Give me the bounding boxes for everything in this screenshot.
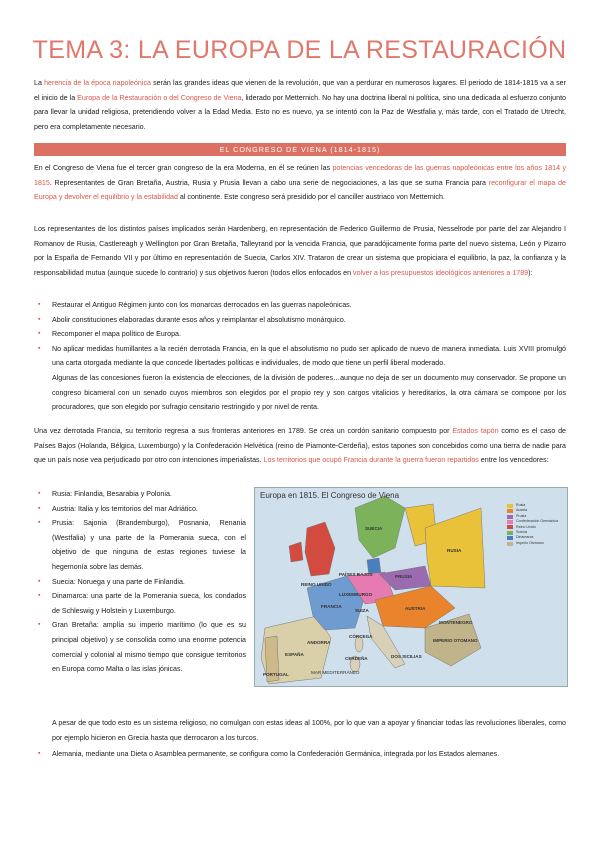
france-paragraph: Una vez derrotada Francia, su territorio regresa a sus fronteras anteriores en 1789. Se crea un cordón sanitario compuesto por Estados tapón como es el caso de Países Bajos (Holanda, Bélgica, Luxemburgo) y la Confederación Helvética (reino de Piamonte-Cerdeña), estos tapones son concebidos como una tierra de nadie para que un país nose vea perjudicado por otro con intenciones imperialistas. Los territorios que ocupó Francia durante la guerra fueron repartidos entre los vencedores: <box>34 427 566 465</box>
objectives-list <box>34 298 566 415</box>
list-item: ▪ Austria: Italia y los territorios del mar Adriático. <box>34 502 246 517</box>
highlight-text: Los territorios que ocupó Francia durante la guerra fueron repartidos <box>263 456 479 465</box>
winners-continuation: A pesar de que todo esto es un sistema religioso, no comulgan con estas ideas al 100%, por lo que van a apoyar y financiar todas las revoluciones liberales, como por ejemplo hicieron en Grecia hasta que derrocaron a los turcos. <box>52 719 566 742</box>
list-item: ▪ Dinamarca: una parte de la Pomerania sueca, los condados de Schleswig y Holstein y Luxemburgo. <box>34 589 246 618</box>
highlight-text: volver a los presupuestos ideológicos anteriores a 1789 <box>353 268 529 277</box>
map-label: ANDORRA <box>307 640 331 645</box>
list-item: ▪ Alemania, mediante una Dieta o Asamblea permanente, se configura como la Confederación Germánica, integrada por los Estados alemanes. <box>34 747 566 762</box>
highlight-text: Europa de la Restauración o del Congreso de Viena <box>77 93 242 102</box>
page-title: TEMA 3: LA EUROPA DE LA RESTAURACIÓN <box>32 36 567 64</box>
map-label: AUSTRIA <box>405 606 426 611</box>
list-item: ▪ Abolir constituciones elaboradas durante esos años y reimplantar el absolutismo monárquico. <box>34 313 566 328</box>
legend-item: Austria <box>507 508 562 513</box>
map-label: FRANCIA <box>321 604 342 609</box>
list-item-continuation: Algunas de las concesiones fueron la existencia de elecciones, de la división de poderes…aunque no deja de ser un documento muy conservador. Se propone un congreso bicameral con un senado cuyos miembros son elegidos por el propio rey y son cargos vitalicios y hereditarios, la otra cámara se compone por los procuradores, que son elegido por sufragio censitario restringido y por nivel de renta. <box>52 373 566 412</box>
map-legend <box>507 503 562 546</box>
highlight-text: reconfigurar el mapa de Europa y devolver el equilibrio y la estabilidad <box>34 178 566 202</box>
legend-item: Prusia <box>507 514 562 519</box>
map-label: MAR MEDITERRÁNEO <box>311 670 360 675</box>
map-label: SUECIA <box>365 526 383 531</box>
map-label: CERDEÑA <box>345 656 368 661</box>
map-label: LUXEMBURGO <box>339 592 373 597</box>
map-label: CÓRCEGA <box>349 634 373 639</box>
map-label: PAÍSES BAJOS <box>339 572 373 577</box>
list-item: ▪ Gran Bretaña: amplía su imperio marítimo (lo que es su principal objetivo) y se consolida como una enorme potencia comercial y colonial al mismo tiempo que consigue territorios en Europa como Malta o las islas jónicas. <box>34 618 246 676</box>
congress-paragraph: En el Congreso de Viena fue el tercer gran congreso de la era Moderna, en él se reúnen las potencias vencedoras de las guerras napoleónicas entre los años 1814 y 1815. Representantes de Gran Bretaña, Austria, Rusia y Prusia llevan a cabo una serie de negociaciones, a las que se suma Francia para reconfigurar el mapa de Europa y devolver el equilibrio y la estabilidad al continente. Este congreso será presidido por el canciller austriaco von Metternich. <box>34 164 566 202</box>
legend-item: Dinamarca <box>507 535 562 540</box>
map-label: MONTENEGRO <box>439 620 473 625</box>
highlight-text: Estados tapón <box>452 427 499 435</box>
map-label: DOS SICILIAS <box>391 654 422 659</box>
map-label: IMPERIO OTOMANO <box>433 638 478 643</box>
list-item: ▪ Suecia: Noruega y una parte de Finlandia. <box>34 575 246 590</box>
highlight-text: potencias vencedoras de las guerras napoleónicas entre los años 1814 y 1815 <box>34 164 566 187</box>
intro-paragraph: La herencia de la época napoleónica serán las grandes ideas que vienen de la revolución, que van a perdurar en numerosos lugares. El periodo de 1814-1815 va a ser el inicio de la Europa de la Restauración o del Congreso de Viena, liderado por Metternich. No hay una doctrina liberal ni política, sino una dedicada al esfuerzo conjunto para llevar la unidad religiosa, pretendiendo volver a la Edad Media. Esto no es nuevo, ya se intentó con la Paz de Westfalia y, más tarde, con el Tratado de Utrecht, pero era completamente necesario. <box>34 79 566 131</box>
map-label: PORTUGAL <box>263 672 289 677</box>
legend-item: Suecia <box>507 530 562 535</box>
legend-item: Imperio Otomano <box>507 541 562 546</box>
list-item: ▪ Recomponer el mapa político de Europa. <box>34 327 566 342</box>
section-header-band: EL CONGRESO DE VIENA (1814-1815) <box>34 143 566 156</box>
europe-1815-map <box>254 487 568 687</box>
map-label: RUSIA <box>447 548 462 553</box>
list-item: ▪ Rusia: Finlandia, Besarabia y Polonia. <box>34 487 246 502</box>
legend-item: Reino Unido <box>507 525 562 530</box>
map-label: SUIZA <box>355 608 369 613</box>
map-label: ESPAÑA <box>285 652 304 657</box>
representatives-paragraph: Los representantes de los distintos países implicados serán Hardenberg, en representación de Federico Guillermo de Prusia, Nesselrode por parte del zar Alejandro I Romanov de Rusia, Castlereagh y Wellington por Gran Bretaña, Talleyrand por la vencida Francia, que paradójicamente forma parte del nuevo sistema, León y Pizarro por la España de Fernando VII y por último en representación de Suecia, Carlos XIV. Trataron de crear un sistema que propiciara el equilibrio, la paz, la confianza y la responsabilidad mutua (aunque sucede lo contrario) y sus objetivos fueron (todos ellos enfocados en volver a los presupuestos ideológicos anteriores a 1789): <box>34 225 566 277</box>
list-item: ▪ No aplicar medidas humillantes a la recién derrotada Francia, en la que el absolutismo no pudo ser aplicado de nuevo de manera inmediata. Luis XVIII promulgó una carta otorgada mediante la que concede libertades políticas e individuales, de modo que tiene un perfil liberal moderado. <box>34 342 566 371</box>
final-list <box>34 747 566 762</box>
legend-item: Confederación Germánica <box>507 519 562 524</box>
map-label: REINO UNIDO <box>301 582 332 587</box>
highlight-text: herencia de la época napoleónica <box>44 79 151 87</box>
legend-item: Rusia <box>507 503 562 508</box>
winners-list <box>34 487 246 677</box>
list-item: ▪ Restaurar el Antiguo Régimen junto con los monarcas derrocados en las guerras napoleónicas. <box>34 298 566 313</box>
map-title: Europa en 1815. El Congreso de Viena <box>260 491 400 500</box>
list-item: ▪ Prusia: Sajonia (Brandemburgo), Posnania, Renania (Westfalia) y una parte de la Pomerania sueca, con el objetivo de que ninguna de estas regiones tuviese la hegemonía sobre las demás. <box>34 516 246 574</box>
map-label: PRUSIA <box>395 574 413 579</box>
